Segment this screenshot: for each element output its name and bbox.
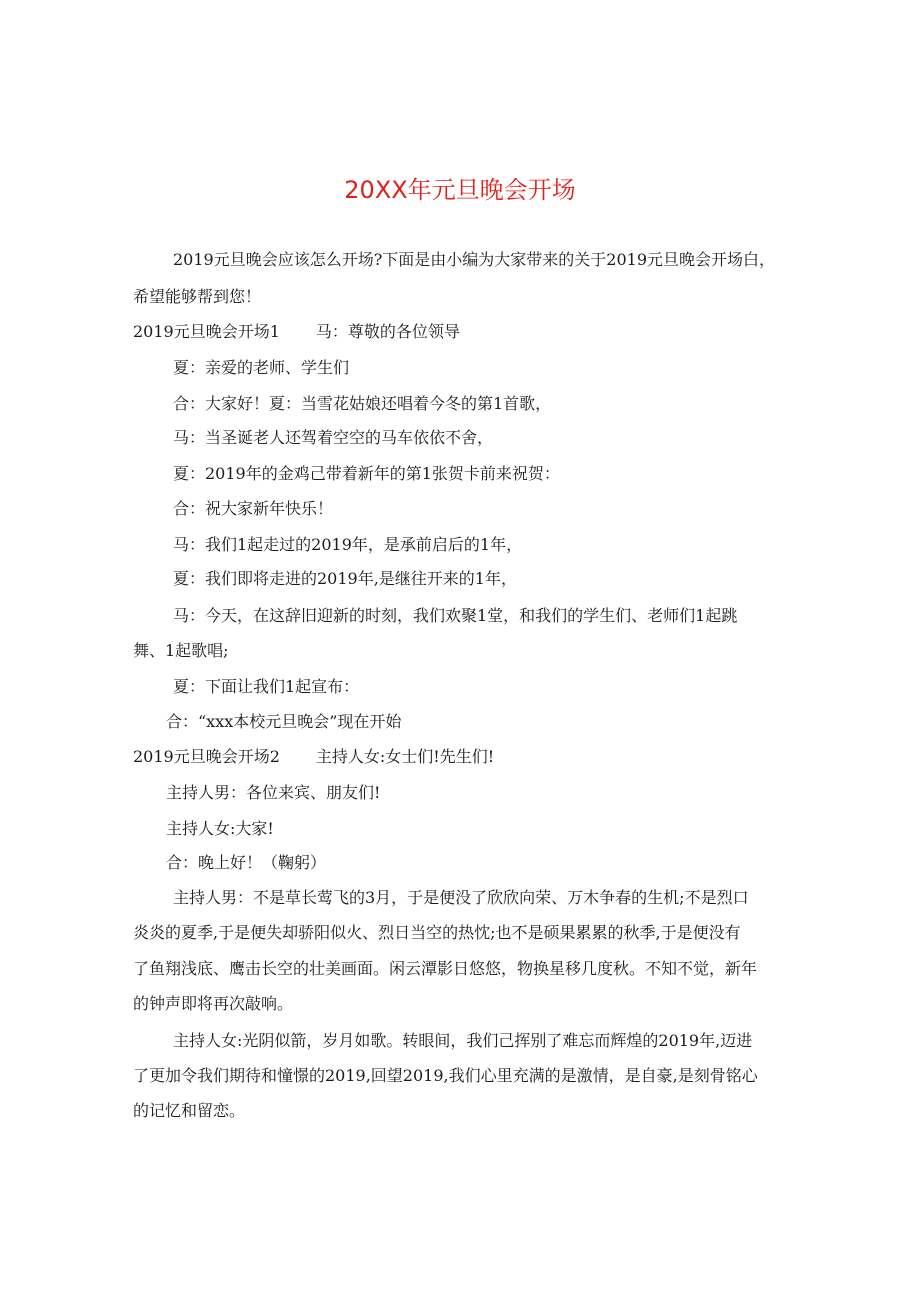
dialogue-line-wrap: 舞、1起歌唱; — [133, 641, 229, 660]
dialogue-line: 马：当圣诞老人还驾着空空的马车依依不舍， — [173, 428, 494, 447]
intro-line-1: 2019元旦晚会应该怎么开场?下面是由小编为大家带来的关于2019元旦晚会开场白， — [173, 250, 776, 269]
section2-first-line: 主持人女:女士们!先生们! — [315, 747, 495, 766]
section2-heading: 2019元旦晚会开场2 — [133, 747, 280, 766]
section2-heading-row — [133, 747, 494, 767]
section1-first-line: 马：尊敬的各位领导 — [315, 322, 460, 341]
dialogue-line: 马：我们1起走过的2019年，是承前启后的1年， — [173, 535, 523, 554]
dialogue-line: 合：“xxx本校元旦晚会”现在开始 — [166, 712, 402, 731]
section1-heading: 2019元旦晚会开场1 — [133, 322, 280, 341]
paragraph-line: 了鱼翔浅底、鹰击长空的壮美画面。闲云潭影日悠悠，物换星移几度秋。不知不觉，新年 — [133, 959, 758, 978]
paragraph-line: 主持人男：不是草长莺飞的3月，于是便没了欣欣向荣、万木争春的生机;不是烈口 — [173, 888, 749, 907]
dialogue-line: 夏：下面让我们1起宣布： — [173, 677, 360, 696]
dialogue-line: 主持人女:大家! — [166, 819, 274, 838]
dialogue-line: 夏：我们即将走进的2019年,是继往开来的1年， — [173, 569, 517, 588]
dialogue-line: 夏：亲爱的老师、学生们 — [173, 358, 350, 377]
dialogue-line: 合：晚上好！（鞠躬） — [166, 853, 327, 872]
paragraph-line: 的记忆和留恋。 — [133, 1101, 246, 1120]
section1-heading-row — [133, 322, 460, 342]
paragraph-line: 了更加令我们期待和憧憬的2019,回望2019,我们心里充满的是激情，是自豪,是刻骨铭心 — [133, 1066, 758, 1085]
dialogue-line: 合：大家好！夏：当雪花姑娘还唱着今冬的第1首歌， — [173, 394, 552, 413]
dialogue-line: 马：今天，在这辞旧迎新的时刻，我们欢聚1堂，和我们的学生们、老师们1起跳 — [173, 606, 738, 625]
intro-line-2: 希望能够帮到您！ — [133, 287, 262, 306]
dialogue-line: 合：祝大家新年快乐！ — [173, 499, 334, 518]
dialogue-line: 主持人男：各位来宾、朋友们! — [166, 783, 381, 802]
dialogue-line: 夏：2019年的金鸡己带着新年的第1张贺卡前来祝贺： — [173, 464, 560, 483]
paragraph-line: 炎炎的夏季,于是便失却骄阳似火、烈日当空的热忱;也不是硕果累累的秋季,于是便没有 — [133, 923, 741, 942]
paragraph-line: 主持人女:光阴似箭，岁月如歌。转眼间，我们己挥别了难忘而辉煌的2019年,迈进 — [173, 1031, 753, 1050]
paragraph-line: 的钟声即将再次敲响。 — [133, 994, 294, 1013]
doc-title: 20XX年元旦晚会开场 — [344, 176, 576, 204]
